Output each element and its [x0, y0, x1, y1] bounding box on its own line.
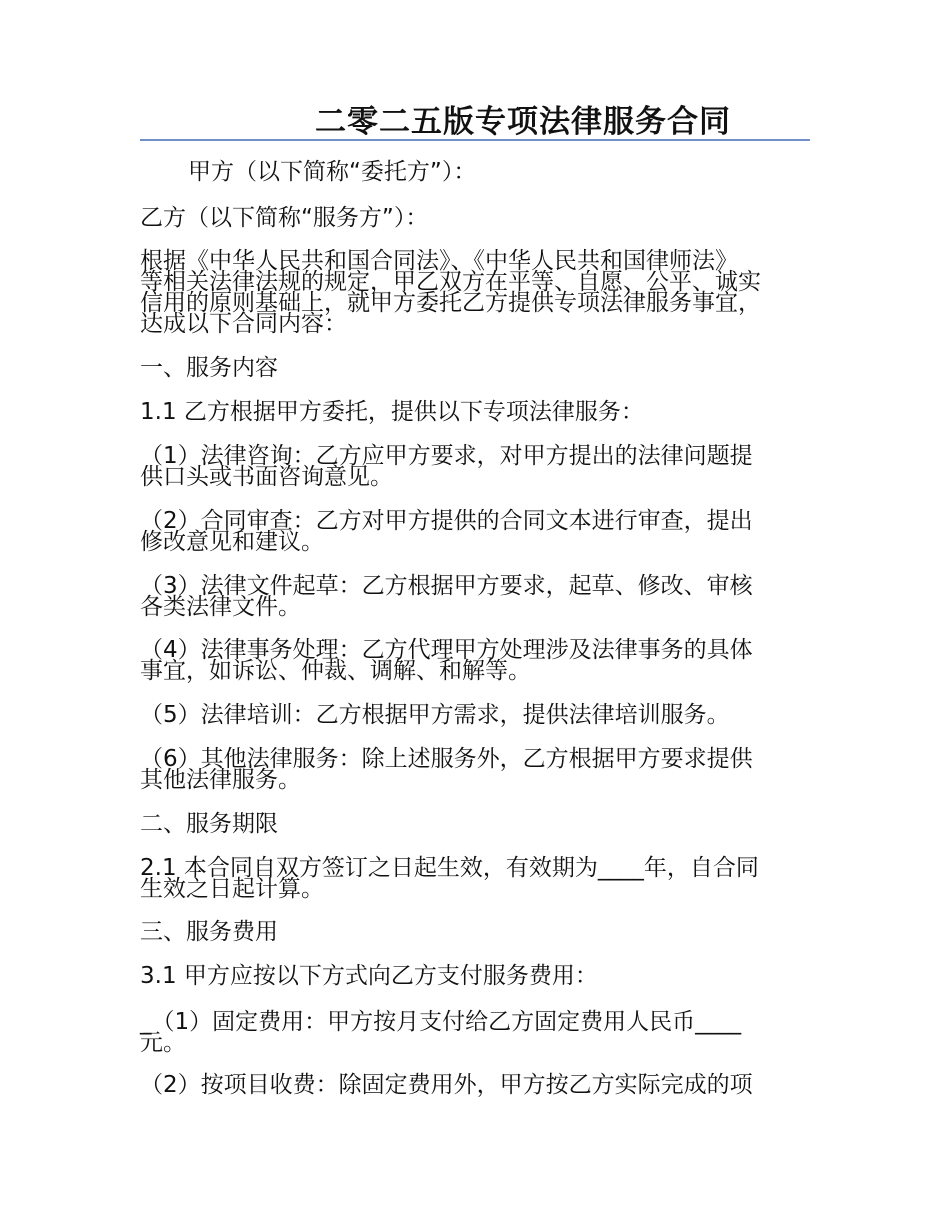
- title-underline: [140, 139, 810, 141]
- service-item-line: （6）其他法律服务：除上述服务外，乙方根据甲方要求提供: [140, 746, 753, 772]
- clause-1-1: 1.1 乙方根据甲方委托，提供以下专项法律服务：: [140, 399, 644, 425]
- service-item-line: 各类法律文件。: [140, 594, 301, 620]
- preamble-line: 达成以下合同内容：: [140, 311, 347, 337]
- service-item-line: 其他法律服务。: [140, 767, 301, 793]
- fee-item-line: 元。: [140, 1030, 186, 1056]
- clause-3-1: 3.1 甲方应按以下方式向乙方支付服务费用：: [140, 963, 598, 989]
- clause-2-1: [140, 855, 810, 902]
- fee-item-2: （2）按项目收费：除固定费用外，甲方按乙方实际完成的项: [140, 1072, 753, 1098]
- service-item-line: （2）合同审查：乙方对甲方提供的合同文本进行审查，提出: [140, 508, 753, 534]
- clause-line: 2.1 本合同自双方签订之日起生效，有效期为____年，自合同: [140, 855, 759, 881]
- service-item-line: （4）法律事务处理：乙方代理甲方处理涉及法律事务的具体: [140, 637, 753, 663]
- service-item-6: [140, 746, 810, 793]
- service-item-4: [140, 637, 810, 684]
- service-item-2: [140, 508, 810, 555]
- service-item-1: [140, 443, 810, 490]
- party-a-line: 甲方（以下简称“委托方”）：: [188, 159, 477, 185]
- preamble-paragraph: [140, 248, 810, 337]
- clause-line: 生效之日起计算。: [140, 876, 324, 902]
- service-item-line: （1）法律咨询：乙方应甲方要求，对甲方提出的法律问题提: [140, 443, 753, 469]
- section-1-heading: 一、服务内容: [140, 355, 278, 381]
- service-item-3: [140, 573, 810, 620]
- fee-item-1: [140, 1009, 810, 1056]
- service-item-line: 供口头或书面咨询意见。: [140, 464, 393, 490]
- service-item-line: （3）法律文件起草：乙方根据甲方要求，起草、修改、审核: [140, 573, 753, 599]
- preamble-line: 等相关法律法规的规定，甲乙双方在平等、自愿、公平、诚实: [140, 269, 761, 295]
- service-item-line: 修改意见和建议。: [140, 529, 324, 555]
- preamble-line: 根据《中华人民共和国合同法》、《中华人民共和国律师法》: [140, 248, 738, 274]
- fee-item-line: _（1）固定费用：甲方按月支付给乙方固定费用人民币____: [140, 1009, 742, 1035]
- service-item-line: 事宜，如诉讼、仲裁、调解、和解等。: [140, 658, 531, 684]
- section-3-heading: 三、服务费用: [140, 919, 278, 945]
- party-b-line: 乙方（以下简称“服务方”）：: [140, 205, 429, 231]
- preamble-line: 信用的原则基础上，就甲方委托乙方提供专项法律服务事宜，: [140, 290, 761, 316]
- service-item-5: （5）法律培训：乙方根据甲方需求，提供法律培训服务。: [140, 702, 730, 728]
- document-title: 二零二五版专项法律服务合同: [315, 104, 731, 140]
- section-2-heading: 二、服务期限: [140, 811, 278, 837]
